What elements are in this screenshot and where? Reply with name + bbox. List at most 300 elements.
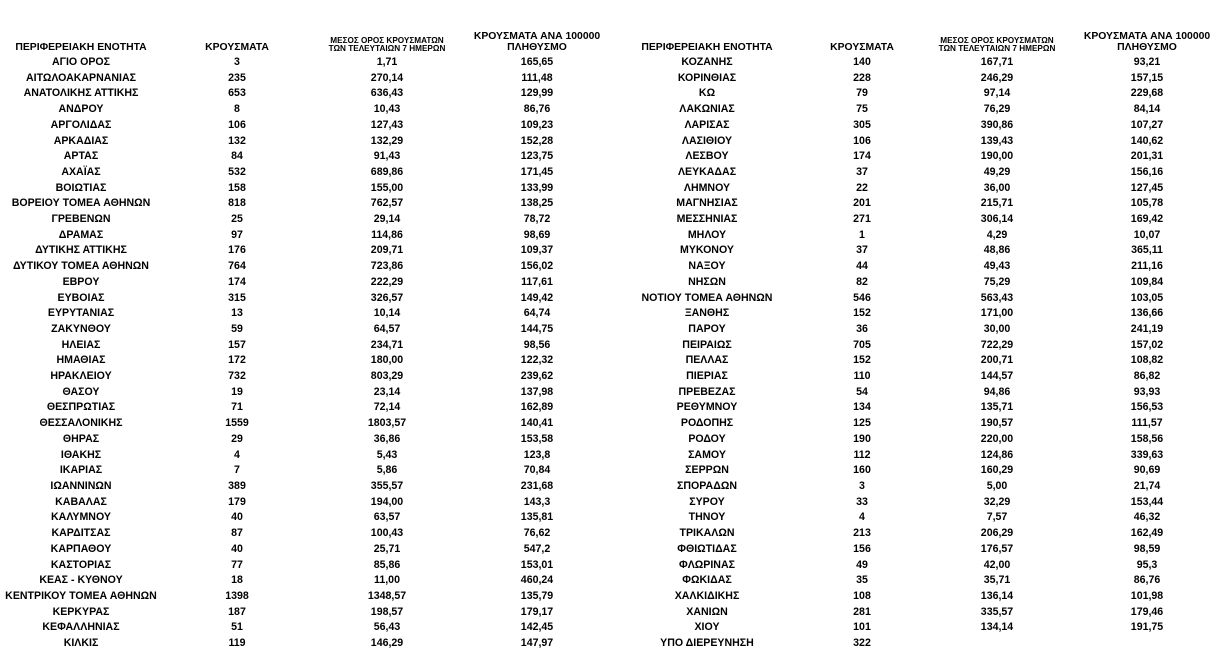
region-cell: ΚΑΒΑΛΑΣ — [55, 495, 107, 508]
avg-7day-cell: 94,86 — [983, 385, 1011, 398]
cases-cell: 110 — [853, 370, 871, 383]
table-row — [612, 275, 1222, 291]
avg-7day-cell: 234,71 — [370, 338, 404, 351]
cases-cell: 187 — [228, 605, 246, 618]
region-cell: ΗΡΑΚΛΕΙΟΥ — [50, 370, 112, 383]
cases-cell: 179 — [228, 495, 246, 508]
cases-cell: 4 — [859, 511, 865, 524]
cases-cell: 818 — [228, 197, 246, 210]
cases-cell: 125 — [853, 417, 871, 430]
per-100k-cell: 46,32 — [1133, 511, 1161, 524]
cases-cell: 36 — [856, 322, 868, 335]
cases-cell: 176 — [228, 244, 246, 257]
table-row — [0, 306, 612, 322]
avg-7day-cell: 48,86 — [983, 244, 1011, 257]
left-table-section — [0, 22, 612, 652]
avg-7day-cell: 136,14 — [980, 589, 1014, 602]
cases-cell: 134 — [853, 401, 871, 414]
table-row — [0, 385, 612, 401]
table-row — [612, 620, 1222, 636]
cases-cell: 22 — [856, 181, 868, 194]
table-row — [612, 196, 1222, 212]
per-100k-cell: 90,69 — [1133, 464, 1161, 477]
per-100k-cell: 156,16 — [1130, 165, 1164, 178]
table-row — [0, 620, 612, 636]
header-cases-per-100k-line2: ΠΛΗΘΥΣΜΟ — [1117, 42, 1177, 54]
table-row — [612, 306, 1222, 322]
region-cell: ΑΝΑΤΟΛΙΚΗΣ ΑΤΤΙΚΗΣ — [23, 87, 139, 100]
region-cell: ΔΡΑΜΑΣ — [58, 228, 104, 241]
region-cell: ΦΘΙΩΤΙΔΑΣ — [677, 542, 737, 555]
region-cell: ΚΑΣΤΟΡΙΑΣ — [50, 558, 112, 571]
avg-7day-cell: 29,14 — [373, 213, 401, 226]
cases-cell: 213 — [853, 527, 871, 540]
cases-cell: 140 — [853, 56, 871, 68]
region-cell: ΔΥΤΙΚΗΣ ΑΤΤΙΚΗΣ — [35, 244, 127, 257]
cases-cell: 18 — [231, 574, 243, 587]
per-100k-cell: 109,23 — [520, 118, 554, 131]
per-100k-cell: 169,42 — [1130, 213, 1164, 226]
region-cell: ΗΜΑΘΙΑΣ — [56, 354, 106, 367]
right-table-body — [612, 55, 1222, 652]
region-cell: ΝΗΣΩΝ — [688, 275, 726, 288]
avg-7day-cell: 198,57 — [370, 605, 404, 618]
cases-cell: 315 — [228, 291, 246, 304]
avg-7day-cell: 180,00 — [370, 354, 404, 367]
per-100k-cell: 93,21 — [1133, 56, 1161, 68]
avg-7day-cell: 1803,57 — [367, 417, 407, 430]
per-100k-cell: 231,68 — [520, 479, 554, 492]
avg-7day-cell: 190,00 — [980, 150, 1014, 163]
table-row — [0, 589, 612, 605]
avg-7day-cell: 139,43 — [980, 134, 1014, 147]
header-cases-per-100k — [462, 22, 612, 55]
per-100k-cell: 86,76 — [1133, 574, 1161, 587]
table-row — [612, 165, 1222, 181]
cases-cell: 158 — [228, 181, 246, 194]
header-7day-average-line1: ΜΕΣΟΣ ΟΡΟΣ ΚΡΟΥΣΜΑΤΩΝ — [940, 35, 1054, 45]
cases-cell: 112 — [853, 448, 871, 461]
avg-7day-cell: 42,00 — [983, 558, 1011, 571]
table-row — [612, 448, 1222, 464]
avg-7day-cell: 306,14 — [980, 213, 1014, 226]
cases-cell: 7 — [234, 464, 240, 477]
avg-7day-cell: 206,29 — [980, 527, 1014, 540]
cases-cell: 132 — [228, 134, 246, 147]
cases-cell: 79 — [856, 87, 868, 100]
table-row — [0, 338, 612, 354]
per-100k-cell: 149,42 — [520, 291, 554, 304]
avg-7day-cell: 803,29 — [370, 370, 404, 383]
cases-cell: 281 — [853, 605, 871, 618]
avg-7day-cell: 355,57 — [370, 479, 404, 492]
avg-7day-cell: 146,29 — [370, 637, 404, 650]
avg-7day-cell: 127,43 — [370, 118, 404, 131]
avg-7day-cell: 36,86 — [373, 432, 401, 445]
table-row — [612, 400, 1222, 416]
region-cell: ΡΟΔΟΥ — [688, 432, 726, 445]
avg-7day-cell: 76,29 — [983, 103, 1011, 116]
per-100k-cell: 84,14 — [1133, 103, 1161, 116]
per-100k-cell: 179,46 — [1130, 605, 1164, 618]
region-cell: ΣΕΡΡΩΝ — [685, 464, 729, 477]
region-cell: ΦΛΩΡΙΝΑΣ — [679, 558, 735, 571]
table-row — [612, 385, 1222, 401]
region-cell: ΣΥΡΟΥ — [689, 495, 725, 508]
region-cell: ΕΒΡΟΥ — [62, 275, 100, 288]
region-cell: ΚΙΛΚΙΣ — [63, 637, 99, 650]
cases-cell: 97 — [231, 228, 243, 241]
cases-cell: 3 — [234, 56, 240, 68]
region-cell: ΛΑΚΩΝΙΑΣ — [679, 103, 735, 116]
header-7day-average-line1: ΜΕΣΟΣ ΟΡΟΣ ΚΡΟΥΣΜΑΤΩΝ — [330, 35, 444, 45]
avg-7day-cell: 5,86 — [376, 464, 398, 477]
region-cell: ΛΑΣΙΘΙΟΥ — [681, 134, 733, 147]
cases-cell: 13 — [231, 307, 243, 320]
avg-7day-cell: 97,14 — [983, 87, 1011, 100]
table-row — [612, 291, 1222, 307]
per-100k-cell: 103,05 — [1130, 291, 1164, 304]
region-cell: ΑΡΓΟΛΙΔΑΣ — [50, 118, 112, 131]
region-cell: ΜΗΛΟΥ — [687, 228, 727, 241]
table-row — [612, 149, 1222, 165]
per-100k-cell: 152,28 — [520, 134, 554, 147]
avg-7day-cell: 1,71 — [376, 56, 398, 68]
table-row — [0, 259, 612, 275]
table-row — [612, 463, 1222, 479]
region-cell: ΣΑΜΟΥ — [688, 448, 726, 461]
region-cell: ΘΑΣΟΥ — [62, 385, 100, 398]
avg-7day-cell: 246,29 — [980, 71, 1014, 84]
per-100k-cell: 21,74 — [1133, 479, 1161, 492]
per-100k-cell: 117,61 — [521, 275, 553, 288]
per-100k-cell: 162,89 — [520, 401, 554, 414]
table-row — [612, 479, 1222, 495]
region-cell: ΠΡΕΒΕΖΑΣ — [678, 385, 736, 398]
right-data-table — [612, 22, 1222, 652]
header-7day-average — [922, 22, 1072, 55]
avg-7day-cell: 7,57 — [986, 511, 1008, 524]
cases-cell: 8 — [234, 103, 240, 116]
avg-7day-cell: 30,00 — [983, 322, 1011, 335]
per-100k-cell — [1072, 636, 1222, 652]
region-cell: ΑΡΤΑΣ — [63, 150, 99, 163]
per-100k-cell: 241,19 — [1130, 322, 1164, 335]
avg-7day-cell: 200,71 — [980, 354, 1014, 367]
table-row — [0, 495, 612, 511]
table-row — [612, 636, 1222, 652]
region-cell: ΤΗΝΟΥ — [688, 511, 726, 524]
avg-7day-cell: 4,29 — [986, 228, 1008, 241]
cases-cell: 532 — [228, 165, 246, 178]
table-row — [612, 71, 1222, 87]
table-row — [0, 55, 612, 71]
per-100k-cell: 78,72 — [523, 213, 551, 226]
cases-cell: 82 — [856, 275, 868, 288]
per-100k-cell: 156,53 — [1130, 401, 1164, 414]
per-100k-cell: 140,41 — [520, 417, 554, 430]
cases-cell: 1 — [859, 228, 865, 241]
avg-7day-cell: 36,00 — [983, 181, 1011, 194]
per-100k-cell: 239,62 — [520, 370, 554, 383]
avg-7day-cell: 176,57 — [980, 542, 1014, 555]
per-100k-cell: 138,25 — [520, 197, 554, 210]
region-cell: ΚΑΡΠΑΘΟΥ — [50, 542, 112, 555]
table-row — [0, 479, 612, 495]
per-100k-cell: 137,98 — [520, 385, 554, 398]
avg-7day-cell: 100,43 — [370, 527, 404, 540]
per-100k-cell: 153,01 — [520, 558, 554, 571]
avg-7day-cell: 390,86 — [980, 118, 1014, 131]
table-row — [612, 605, 1222, 621]
cases-cell: 732 — [228, 370, 246, 383]
region-cell: ΜΕΣΣΗΝΙΑΣ — [676, 213, 738, 226]
cases-cell: 119 — [228, 637, 246, 650]
region-cell: ΛΕΣΒΟΥ — [685, 150, 729, 163]
cases-cell: 1398 — [225, 589, 249, 602]
table-row — [612, 243, 1222, 259]
avg-7day-cell: 135,71 — [980, 401, 1014, 414]
left-table-body — [0, 55, 612, 652]
per-100k-cell: 211,16 — [1131, 260, 1163, 273]
table-row — [612, 212, 1222, 228]
avg-7day-cell: 72,14 — [373, 401, 401, 414]
avg-7day-cell: 270,14 — [370, 71, 404, 84]
per-100k-cell: 86,82 — [1133, 370, 1161, 383]
cases-cell: 157 — [228, 338, 246, 351]
region-cell: ΜΥΚΟΝΟΥ — [680, 244, 734, 257]
cases-cell: 160 — [853, 464, 871, 477]
per-100k-cell: 129,99 — [520, 87, 554, 100]
table-row — [0, 228, 612, 244]
avg-7day-cell: 35,71 — [983, 574, 1011, 587]
region-cell: ΑΝΔΡΟΥ — [58, 103, 104, 116]
per-100k-cell: 201,31 — [1130, 150, 1164, 163]
header-region: ΠΕΡΙΦΕΡΕΙΑΚΗ ΕΝΟΤΗΤΑ — [15, 42, 147, 54]
right-header-row — [612, 22, 1222, 55]
cases-cell: 19 — [231, 385, 243, 398]
per-100k-cell: 109,84 — [1130, 275, 1164, 288]
region-cell: ΞΑΝΘΗΣ — [684, 307, 730, 320]
header-cases: ΚΡΟΥΣΜΑΤΑ — [205, 42, 269, 54]
table-row — [0, 526, 612, 542]
avg-7day-cell: 722,29 — [980, 338, 1014, 351]
table-row — [612, 228, 1222, 244]
region-cell: ΦΩΚΙΔΑΣ — [682, 574, 732, 587]
avg-7day-cell: 762,57 — [370, 197, 404, 210]
table-row — [0, 149, 612, 165]
cases-cell: 77 — [231, 558, 243, 571]
cases-cell: 87 — [231, 527, 243, 540]
per-100k-cell: 76,62 — [523, 527, 551, 540]
table-row — [612, 369, 1222, 385]
cases-cell: 44 — [856, 260, 868, 273]
per-100k-cell: 339,63 — [1130, 448, 1164, 461]
cases-cell: 49 — [856, 558, 868, 571]
per-100k-cell: 143,3 — [523, 495, 551, 508]
avg-7day-cell: 1348,57 — [367, 589, 407, 602]
table-row — [0, 86, 612, 102]
region-cell: ΠΕΛΛΑΣ — [685, 354, 729, 367]
avg-7day-cell: 194,00 — [370, 495, 404, 508]
avg-7day-cell: 335,57 — [980, 605, 1014, 618]
per-100k-cell: 140,62 — [1130, 134, 1164, 147]
cases-cell: 59 — [231, 322, 243, 335]
cases-cell: 1559 — [225, 417, 249, 430]
per-100k-cell: 547,2 — [523, 542, 551, 555]
table-row — [612, 102, 1222, 118]
header-7day-average — [312, 22, 462, 55]
right-table-section — [612, 22, 1222, 652]
per-100k-cell: 171,45 — [520, 165, 554, 178]
table-row — [612, 86, 1222, 102]
avg-7day-cell: 124,86 — [980, 448, 1014, 461]
cases-cell: 305 — [853, 118, 871, 131]
avg-7day-cell: 85,86 — [373, 558, 401, 571]
avg-7day-cell: 5,00 — [986, 479, 1008, 492]
region-cell: ΚΟΖΑΝΗΣ — [681, 56, 733, 68]
avg-7day-cell: 636,43 — [370, 87, 404, 100]
avg-7day-cell: 563,43 — [980, 291, 1014, 304]
cases-cell: 75 — [856, 103, 868, 116]
region-cell: ΡΕΘΥΜΝΟΥ — [676, 401, 738, 414]
cases-cell: 84 — [231, 150, 243, 163]
table-row — [0, 573, 612, 589]
per-100k-cell: 105,78 — [1130, 197, 1164, 210]
cases-cell: 764 — [228, 260, 246, 273]
table-row — [0, 416, 612, 432]
header-7day-average-line2: ΤΩΝ ΤΕΛΕΥΤΑΙΩΝ 7 ΗΜΕΡΩΝ — [328, 44, 446, 54]
region-cell: ΑΓΙΟ ΟΡΟΣ — [51, 56, 111, 68]
avg-7day-cell: 64,57 — [373, 322, 401, 335]
region-cell: ΚΕΡΚΥΡΑΣ — [52, 605, 110, 618]
per-100k-cell: 147,97 — [520, 637, 554, 650]
per-100k-cell: 122,32 — [520, 354, 554, 367]
table-row — [0, 181, 612, 197]
region-cell: ΜΑΓΝΗΣΙΑΣ — [676, 197, 738, 210]
avg-7day-cell: 689,86 — [370, 165, 404, 178]
region-cell: ΙΚΑΡΙΑΣ — [59, 464, 103, 477]
avg-7day-cell: 32,29 — [983, 495, 1011, 508]
cases-cell: 271 — [853, 213, 871, 226]
table-row — [0, 275, 612, 291]
left-header-row — [0, 22, 612, 55]
table-row — [0, 102, 612, 118]
table-row — [612, 432, 1222, 448]
per-100k-cell: 107,27 — [1130, 118, 1164, 131]
region-cell: ΘΗΡΑΣ — [62, 432, 100, 445]
per-100k-cell: 144,75 — [520, 322, 554, 335]
table-row — [612, 495, 1222, 511]
avg-7day-cell: 75,29 — [983, 275, 1011, 288]
left-data-table — [0, 22, 612, 652]
table-row — [0, 369, 612, 385]
region-cell: ΕΥΡΥΤΑΝΙΑΣ — [47, 307, 115, 320]
cases-cell: 228 — [853, 71, 871, 84]
avg-7day-cell: 10,43 — [373, 103, 401, 116]
table-row — [612, 118, 1222, 134]
per-100k-cell: 64,74 — [523, 307, 551, 320]
table-row — [0, 212, 612, 228]
cases-cell: 235 — [228, 71, 246, 84]
per-100k-cell: 101,98 — [1130, 589, 1164, 602]
region-cell: ΑΙΤΩΛΟΑΚΑΡΝΑΝΙΑΣ — [25, 71, 137, 84]
avg-7day-cell: 215,71 — [980, 197, 1014, 210]
region-cell: ΖΑΚΥΝΘΟΥ — [51, 322, 111, 335]
avg-7day-cell: 11,00 — [374, 574, 400, 587]
per-100k-cell: 111,57 — [1131, 417, 1163, 430]
avg-7day-cell: 326,57 — [370, 291, 404, 304]
region-cell: ΚΕΦΑΛΛΗΝΙΑΣ — [42, 621, 120, 634]
table-row — [612, 416, 1222, 432]
cases-cell: 190 — [853, 432, 871, 445]
cases-cell: 106 — [853, 134, 871, 147]
per-100k-cell: 191,75 — [1130, 621, 1164, 634]
table-row — [0, 636, 612, 652]
table-row — [612, 55, 1222, 71]
table-row — [0, 558, 612, 574]
avg-7day-cell: 114,86 — [371, 228, 403, 241]
region-cell: ΓΡΕΒΕΝΩΝ — [51, 213, 111, 226]
table-row — [612, 353, 1222, 369]
avg-7day-cell: 10,14 — [373, 307, 401, 320]
cases-cell: 40 — [231, 511, 243, 524]
cases-cell: 71 — [231, 401, 243, 414]
avg-7day-cell: 222,29 — [370, 275, 404, 288]
per-100k-cell: 157,02 — [1130, 338, 1164, 351]
cases-cell: 54 — [856, 385, 868, 398]
table-row — [0, 605, 612, 621]
per-100k-cell: 133,99 — [520, 181, 554, 194]
table-row — [612, 510, 1222, 526]
cases-cell: 33 — [856, 495, 868, 508]
per-100k-cell: 98,56 — [523, 338, 551, 351]
avg-7day-cell: 49,29 — [983, 165, 1011, 178]
cases-cell: 152 — [853, 307, 871, 320]
region-cell: ΧΑΛΚΙΔΙΚΗΣ — [674, 589, 740, 602]
header-cases: ΚΡΟΥΣΜΑΤΑ — [830, 42, 894, 54]
cases-cell: 389 — [228, 479, 246, 492]
header-cases-per-100k-line1: ΚΡΟΥΣΜΑΤΑ ΑΝΑ 100000 — [1083, 31, 1211, 43]
avg-7day-cell: 132,29 — [370, 134, 404, 147]
cases-cell: 705 — [853, 338, 871, 351]
region-cell: ΠΑΡΟΥ — [688, 322, 726, 335]
region-cell: ΚΩ — [698, 87, 716, 100]
region-cell: ΠΙΕΡΙΑΣ — [686, 370, 728, 383]
per-100k-cell: 157,15 — [1130, 71, 1164, 84]
table-row — [0, 510, 612, 526]
region-cell: ΡΟΔΟΠΗΣ — [680, 417, 734, 430]
table-row — [612, 558, 1222, 574]
avg-7day-cell: 91,43 — [373, 150, 401, 163]
per-100k-cell: 93,93 — [1133, 385, 1161, 398]
avg-7day-cell: 190,57 — [980, 417, 1014, 430]
table-row — [612, 589, 1222, 605]
region-cell: ΚΕΑΣ - ΚΥΘΝΟΥ — [39, 574, 123, 587]
region-cell: ΧΙΟΥ — [694, 621, 720, 634]
header-7day-average-line2: ΤΩΝ ΤΕΛΕΥΤΑΙΩΝ 7 ΗΜΕΡΩΝ — [938, 44, 1056, 54]
avg-7day-cell: 134,14 — [980, 621, 1014, 634]
table-row — [0, 134, 612, 150]
region-cell: ΠΕΙΡΑΙΩΣ — [682, 338, 732, 351]
avg-7day-cell: 723,86 — [370, 260, 404, 273]
region-cell: ΑΡΚΑΔΙΑΣ — [53, 134, 109, 147]
table-row — [0, 432, 612, 448]
avg-7day-cell: 209,71 — [370, 244, 404, 257]
cases-cell: 51 — [231, 621, 243, 634]
per-100k-cell: 98,69 — [523, 228, 551, 241]
table-row — [0, 400, 612, 416]
